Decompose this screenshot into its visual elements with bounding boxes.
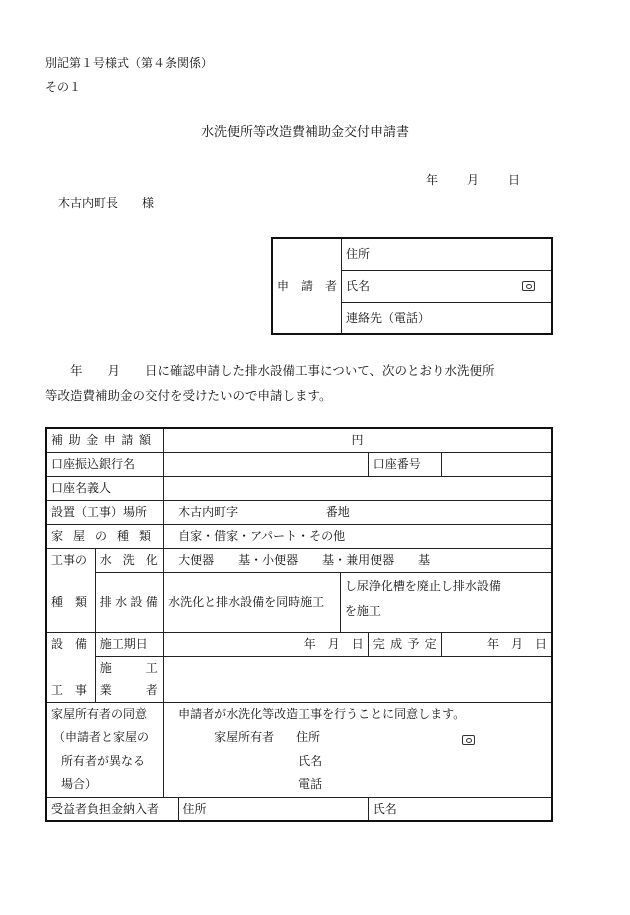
location-label: 設置（工事）場所	[46, 500, 164, 524]
row-location	[46, 500, 552, 524]
house-type-options[interactable]: 自家・借家・アパート・その他	[164, 524, 552, 548]
beneficiary-address-field[interactable]	[178, 797, 368, 821]
owner-name-label: 氏名	[298, 753, 323, 768]
intro-line-1: 年 月 日に確認申請した排水設備工事について、次のとおり水洗便所	[45, 363, 495, 378]
beneficiary-name-label: 氏名	[372, 801, 397, 816]
work-type-label-top: 工事の	[46, 548, 95, 572]
beneficiary-address-label: 住所	[182, 801, 207, 816]
consent-label: 家屋所有者の同意 （申請者と家屋の 所有者が異なる 場合）	[46, 702, 164, 797]
period-label: 施工期日	[95, 632, 163, 656]
septic-line-1: し尿浄化槽を廃止し排水設備	[344, 578, 501, 593]
applicant-label: 申 請 者	[272, 238, 342, 334]
equipment-label-bottom: 工 事	[46, 656, 95, 702]
row-subsidy-amount	[46, 428, 552, 452]
account-number-label: 口座番号	[368, 452, 441, 476]
applicant-contact-label: 連絡先（電話）	[346, 310, 431, 325]
application-table	[45, 427, 553, 822]
row-beneficiary	[46, 797, 552, 821]
flush-label: 水洗化	[95, 548, 163, 572]
equipment-label-top: 設 備	[46, 632, 95, 656]
row-period	[46, 632, 552, 656]
intro-line-2: 等改造費補助金の交付を受けたいので申請します。	[45, 388, 332, 403]
house-type-label: 家屋の種類	[46, 524, 164, 548]
owner-phone-label: 電話	[298, 777, 323, 791]
applicant-address-field[interactable]	[342, 238, 552, 270]
work-type-label-bottom: 種 類	[46, 572, 95, 632]
form-number: 別記第１号様式（第４条関係）	[45, 56, 214, 70]
date-day-label: 日	[508, 173, 521, 187]
contractor-label: 施 工 業 者	[95, 656, 163, 702]
row-account-holder	[46, 476, 552, 500]
form-sub-number: その１	[45, 80, 82, 94]
consent-text: 申請者が水洗化等改造工事を行うことに同意します。	[178, 706, 466, 721]
account-number-field[interactable]	[441, 452, 552, 476]
town-prefix: 木古内町字	[178, 504, 239, 519]
contractor-field[interactable]	[164, 656, 552, 702]
beneficiary-name-field[interactable]	[368, 797, 552, 821]
yen-label: 円	[351, 433, 364, 448]
owner-label: 家屋所有者	[214, 730, 275, 744]
applicant-box	[271, 237, 553, 335]
toilet-count-field[interactable]: 大便器 基・小便器 基・兼用便器 基	[164, 548, 552, 572]
completion-label: 完成予定	[368, 632, 441, 656]
row-house-type	[46, 524, 552, 548]
row-contractor	[46, 656, 552, 702]
bank-field[interactable]	[164, 452, 369, 476]
account-holder-label: 口座名義人	[46, 476, 164, 500]
date-year-label: 年	[426, 173, 439, 187]
drainage-label: 排水設備	[95, 572, 163, 632]
row-flush	[46, 548, 552, 572]
seal-icon	[522, 281, 535, 291]
beneficiary-label: 受益者負担金納入者	[46, 797, 178, 821]
account-holder-field[interactable]	[164, 476, 552, 500]
subsidy-amount-field[interactable]	[164, 428, 552, 452]
applicant-name-field[interactable]	[342, 270, 552, 302]
date-month-label: 月	[467, 173, 480, 187]
subsidy-amount-label: 補助金申請額	[46, 428, 164, 452]
period-date-field[interactable]: 年 月 日	[164, 632, 369, 656]
applicant-name-label: 氏名	[346, 278, 371, 293]
septic-line-2: を施工	[344, 603, 381, 618]
row-bank	[46, 452, 552, 476]
addressee: 木古内町長 様	[58, 196, 155, 210]
intro-text	[45, 358, 555, 408]
applicant-contact-field[interactable]	[342, 302, 552, 334]
simultaneous-option[interactable]: 水洗化と排水設備を同時施工	[164, 572, 341, 632]
owner-address-label: 住所	[296, 730, 321, 744]
document-title: 水洗便所等改造費補助金交付申請書	[201, 125, 410, 140]
completion-date-field[interactable]: 年 月 日	[441, 632, 552, 656]
consent-field[interactable]	[164, 702, 552, 797]
applicant-address-label: 住所	[346, 247, 371, 262]
owner-seal-icon	[462, 735, 475, 745]
row-drainage	[46, 572, 552, 632]
row-consent	[46, 702, 552, 797]
location-field[interactable]	[164, 500, 552, 524]
banchi-label: 番地	[325, 504, 350, 519]
septic-option[interactable]	[340, 572, 552, 632]
bank-label: 口座振込銀行名	[46, 452, 164, 476]
